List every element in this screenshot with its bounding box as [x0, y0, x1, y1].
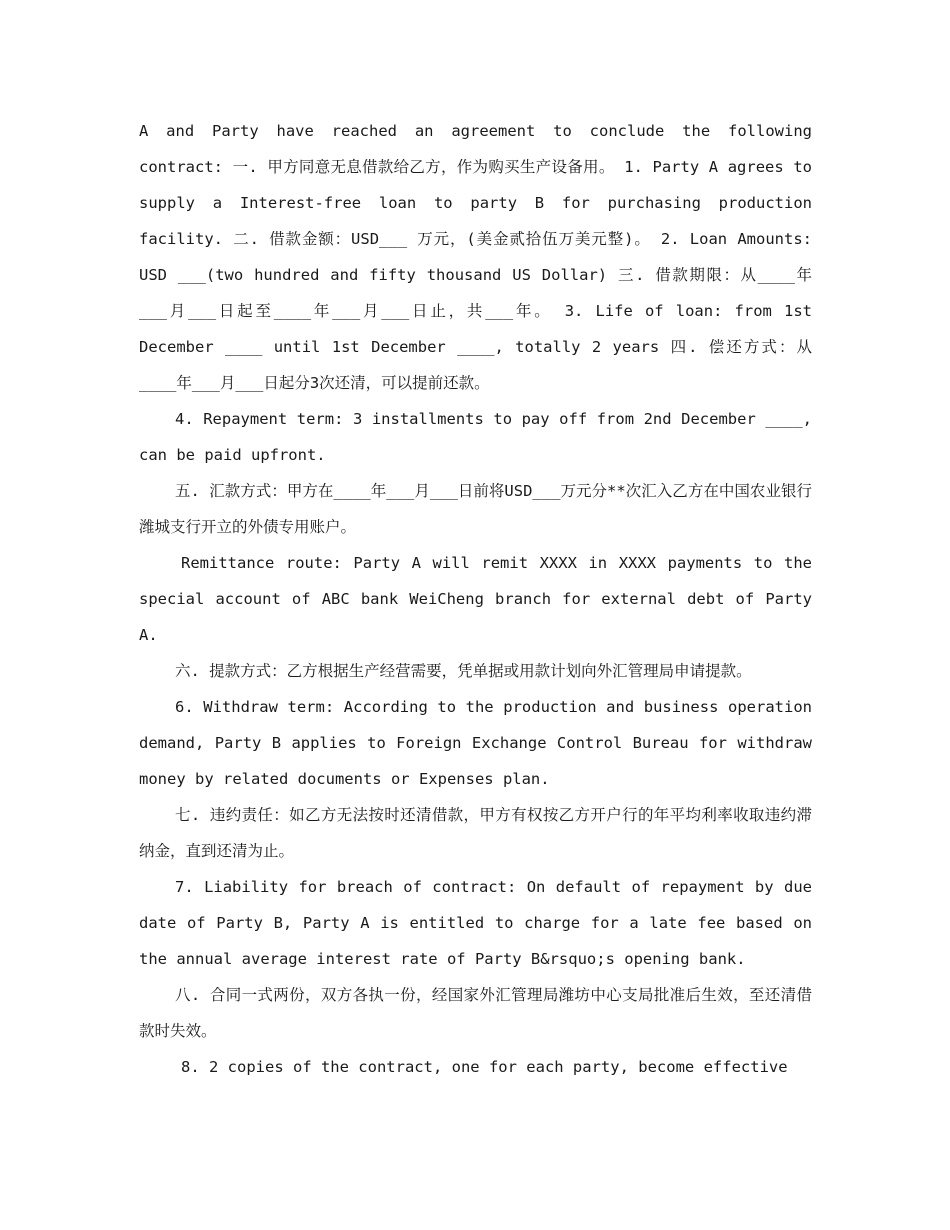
document-body: [139, 113, 812, 1085]
paragraph-remittance-cn: 五. 汇款方式：甲方在____年___月___日前将USD___万元分**次汇入乙方在中国农业银行潍城支行开立的外债专用账户。: [139, 482, 812, 536]
paragraph-liability-en: 7. Liability for breach of contract: On default of repayment by due date of Party B, Party A is entitled to charge for a late fee based on the annual average interest rate of Party B&rsquo;s opening bank.: [139, 878, 812, 968]
paragraph-repayment-term: 4. Repayment term: 3 installments to pay off from 2nd December ____, can be paid upfront.: [139, 410, 812, 464]
paragraph-opening-clauses: A and Party have reached an agreement to conclude the following contract: 一. 甲方同意无息借款给乙方，作为购买生产设备用。 1. Party A agrees to supply a Interest-free loan to party B for purchasing production facility. 二. 借款金额：USD___ 万元，(美金贰拾伍万美元整)。 2. Loan Amounts: USD ___(two hundred and fifty thousand US Dollar) 三. 借款期限：从____年___月___日起至____年___月___日止，共___年。 3. Life of loan: from 1st December ____ until 1st December ____, totally 2 years 四. 偿还方式：从____年___月___日起分3次还清，可以提前还款。: [139, 122, 812, 392]
paragraph-liability-cn: 七. 违约责任：如乙方无法按时还清借款，甲方有权按乙方开户行的年平均利率收取违约滞纳金，直到还清为止。: [139, 806, 812, 860]
paragraph-withdraw-cn: 六. 提款方式：乙方根据生产经营需要，凭单据或用款计划向外汇管理局申请提款。: [175, 662, 752, 680]
paragraph-copies-en: 8. 2 copies of the contract, one for each party, become effective: [181, 1058, 788, 1076]
paragraph-remittance-en: Remittance route: Party A will remit XXXX in XXXX payments to the special account of ABC bank WeiCheng branch for external debt of Party A.: [139, 554, 812, 644]
paragraph-copies-cn: 八. 合同一式两份，双方各执一份，经国家外汇管理局潍坊中心支局批准后生效，至还清借款时失效。: [139, 986, 812, 1040]
paragraph-withdraw-en: 6. Withdraw term: According to the production and business operation demand, Party B applies to Foreign Exchange Control Bureau for withdraw money by related documents or Expenses plan.: [139, 698, 812, 788]
